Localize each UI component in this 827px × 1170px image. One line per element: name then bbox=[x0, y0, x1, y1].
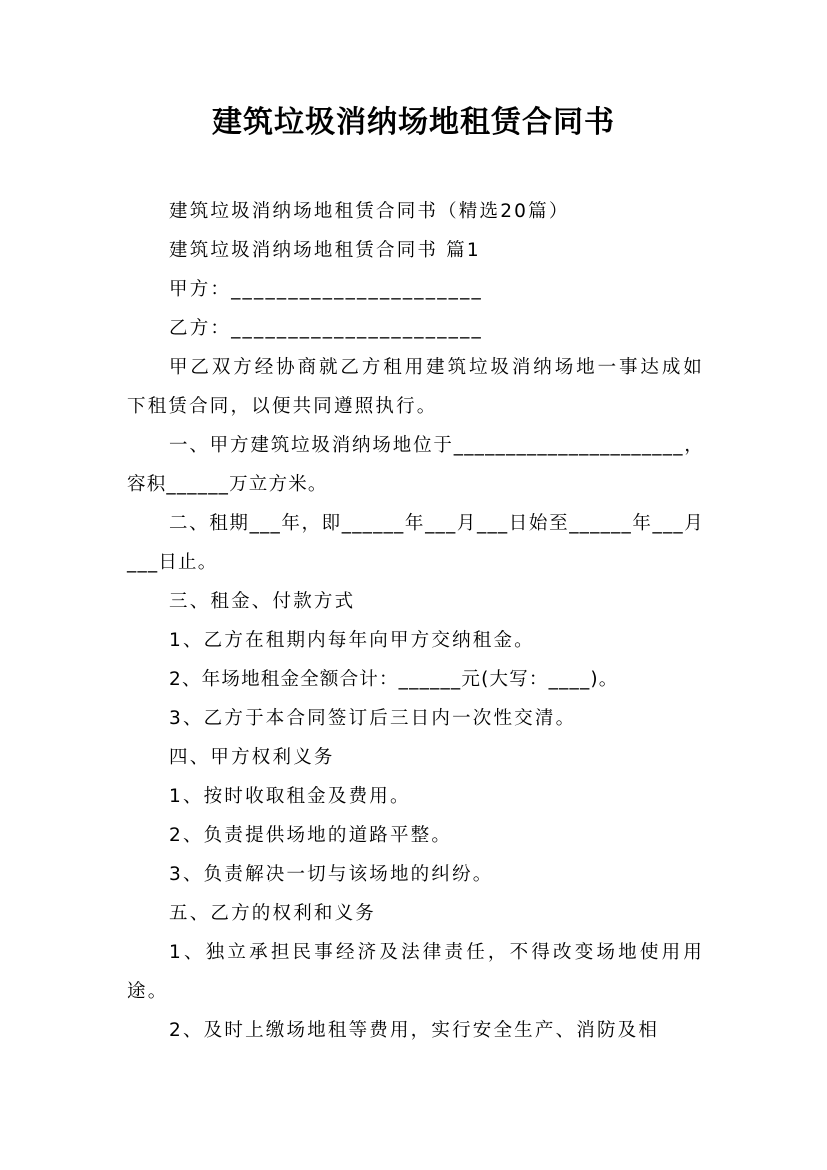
document-title: 建筑垃圾消纳场地租赁合同书 bbox=[212, 105, 615, 140]
section-5-heading: 五、乙方的权利和义务 bbox=[169, 903, 377, 924]
clause-1-location: 一、甲方建筑垃圾消纳场地位于______________________，容积______万立方米。 bbox=[127, 435, 704, 495]
clause-2-term: 二、租期___年，即______年___月___日始至______年___月___日止。 bbox=[127, 513, 704, 573]
section-3-item-2: 2、年场地租金全额合计：______元(大写：____)。 bbox=[169, 669, 619, 690]
heading-collection: 建筑垃圾消纳场地租赁合同书（精选20篇） bbox=[169, 201, 570, 222]
section-3-item-3: 3、乙方于本合同签订后三日内一次性交清。 bbox=[169, 708, 577, 729]
heading-article-1: 建筑垃圾消纳场地租赁合同书 篇1 bbox=[169, 240, 481, 261]
document-body bbox=[127, 192, 704, 1050]
section-5-item-1: 1、独立承担民事经济及法律责任，不得改变场地使用用途。 bbox=[127, 942, 704, 1002]
section-4-item-2: 2、负责提供场地的道路平整。 bbox=[169, 825, 453, 846]
section-3-heading: 三、租金、付款方式 bbox=[169, 591, 356, 612]
section-4-item-3: 3、负责解决一切与该场地的纠纷。 bbox=[169, 864, 494, 885]
section-4-heading: 四、甲方权利义务 bbox=[169, 747, 335, 768]
intro-paragraph: 甲乙双方经协商就乙方租用建筑垃圾消纳场地一事达成如下租赁合同，以便共同遵照执行。 bbox=[127, 357, 704, 417]
section-5-item-2: 2、及时上缴场地租等费用，实行安全生产、消防及相 bbox=[169, 1020, 660, 1041]
party-b-line: 乙方：______________________ bbox=[169, 318, 484, 339]
section-4-item-1: 1、按时收取租金及费用。 bbox=[169, 786, 411, 807]
party-a-line: 甲方：______________________ bbox=[169, 279, 484, 300]
section-3-item-1: 1、乙方在租期内每年向甲方交纳租金。 bbox=[169, 630, 535, 651]
